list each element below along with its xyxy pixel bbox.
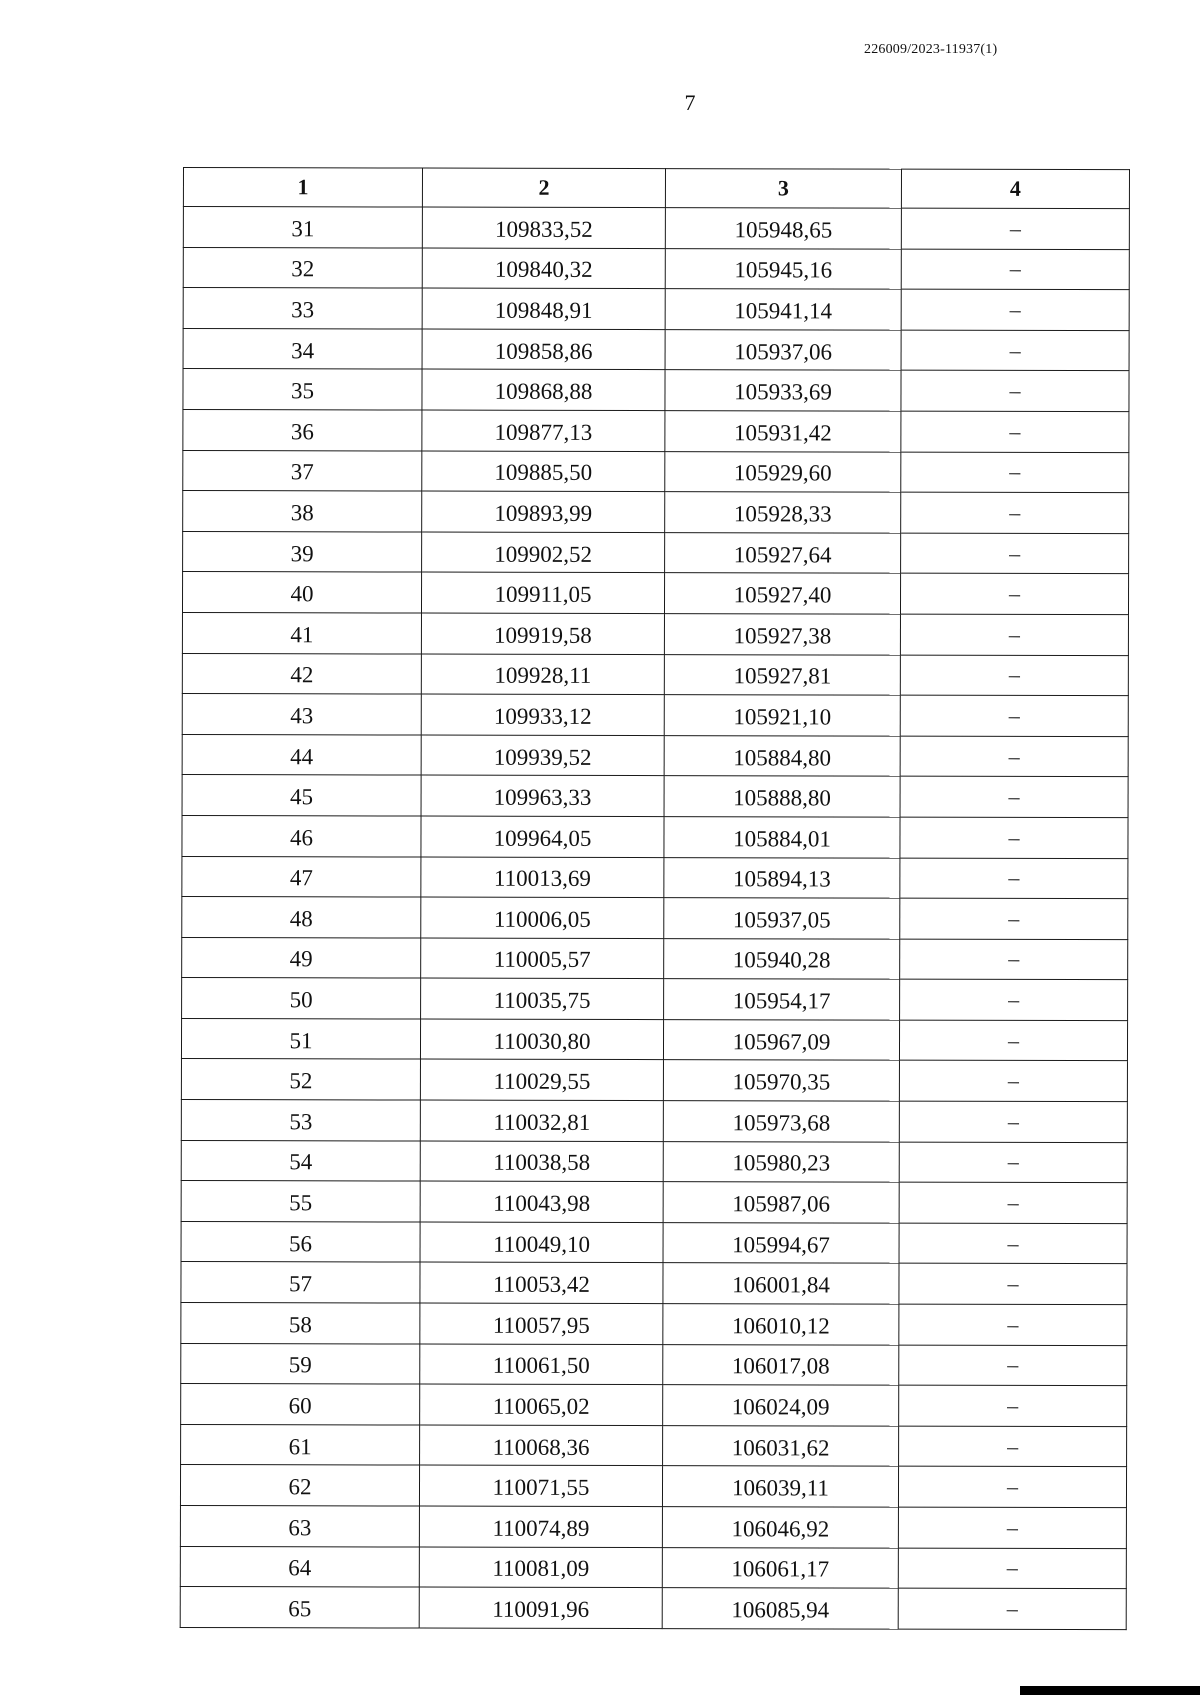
note-cell: – (900, 614, 1128, 655)
table-row (182, 612, 1128, 655)
x-coordinate-cell: 110013,69 (421, 857, 664, 898)
y-coordinate-cell: 105945,16 (665, 248, 901, 289)
table-row (183, 207, 1129, 250)
table-row (181, 1221, 1127, 1264)
note-cell: – (899, 1426, 1127, 1467)
note-cell: – (898, 1507, 1126, 1548)
table-row (183, 369, 1129, 412)
note-cell: – (901, 289, 1129, 330)
y-coordinate-cell: 105937,05 (664, 898, 900, 939)
y-coordinate-cell: 106061,17 (662, 1547, 898, 1588)
table-row (181, 1100, 1127, 1143)
point-number-cell: 34 (183, 328, 422, 369)
x-coordinate-cell: 109964,05 (421, 816, 664, 857)
y-coordinate-cell: 105987,06 (663, 1182, 899, 1223)
x-coordinate-cell: 109858,86 (422, 329, 665, 370)
x-coordinate-cell: 109911,05 (421, 572, 664, 613)
point-number-cell: 61 (181, 1424, 420, 1465)
y-coordinate-cell: 105933,69 (665, 370, 901, 411)
note-cell: – (900, 858, 1128, 899)
point-number-cell: 44 (182, 734, 421, 775)
table-row (182, 815, 1128, 858)
x-coordinate-cell: 110032,81 (420, 1100, 663, 1141)
y-coordinate-cell: 105937,06 (665, 329, 901, 370)
table-header-row (183, 168, 1129, 209)
y-coordinate-cell: 105927,81 (664, 654, 900, 695)
x-coordinate-cell: 110005,57 (421, 938, 664, 979)
x-coordinate-cell: 109848,91 (422, 288, 665, 329)
x-coordinate-cell: 109885,50 (422, 451, 665, 492)
point-number-cell: 50 (182, 978, 421, 1019)
y-coordinate-cell: 105970,35 (663, 1060, 899, 1101)
note-cell: – (901, 452, 1129, 493)
y-coordinate-cell: 106031,62 (663, 1425, 899, 1466)
table-row (183, 409, 1129, 452)
y-coordinate-cell: 105929,60 (665, 451, 901, 492)
point-number-cell: 31 (183, 207, 422, 248)
table-row (180, 1465, 1126, 1508)
x-coordinate-cell: 109933,12 (421, 694, 664, 735)
point-number-cell: 36 (183, 409, 422, 450)
x-coordinate-cell: 109928,11 (421, 654, 664, 695)
table-row (182, 653, 1128, 696)
table-row (181, 1181, 1127, 1224)
x-coordinate-cell: 110074,89 (419, 1506, 662, 1547)
column-header-3: 3 (665, 169, 901, 209)
y-coordinate-cell: 105973,68 (663, 1101, 899, 1142)
y-coordinate-cell: 106024,09 (663, 1385, 899, 1426)
table-row (183, 450, 1129, 493)
x-coordinate-cell: 109840,32 (422, 248, 665, 289)
note-cell: – (899, 1264, 1127, 1305)
note-cell: – (901, 371, 1129, 412)
note-cell: – (901, 330, 1129, 371)
y-coordinate-cell: 106046,92 (662, 1507, 898, 1548)
table-row (182, 775, 1128, 818)
note-cell: – (900, 695, 1128, 736)
note-cell: – (899, 1385, 1127, 1426)
table-row (181, 1018, 1127, 1061)
point-number-cell: 58 (181, 1303, 420, 1344)
note-cell: – (901, 411, 1129, 452)
y-coordinate-cell: 105884,80 (664, 735, 900, 776)
point-number-cell: 60 (181, 1384, 420, 1425)
note-cell: – (898, 1467, 1126, 1508)
x-coordinate-cell: 109919,58 (421, 613, 664, 654)
note-cell: – (898, 1548, 1126, 1589)
note-cell: – (901, 492, 1129, 533)
y-coordinate-cell: 105994,67 (663, 1222, 899, 1263)
y-coordinate-cell: 105928,33 (665, 492, 901, 533)
note-cell: – (901, 208, 1129, 249)
table-row (182, 572, 1128, 615)
note-cell: – (899, 1020, 1127, 1061)
x-coordinate-cell: 110038,58 (420, 1141, 663, 1182)
table-row (182, 734, 1128, 777)
table-row (181, 1303, 1127, 1346)
point-number-cell: 49 (182, 937, 421, 978)
note-cell: – (900, 979, 1128, 1020)
point-number-cell: 43 (182, 694, 421, 735)
point-number-cell: 56 (181, 1221, 420, 1262)
point-number-cell: 40 (182, 572, 421, 613)
table-row (180, 1587, 1126, 1630)
point-number-cell: 42 (182, 653, 421, 694)
table-row (181, 1059, 1127, 1102)
table-row (180, 1546, 1126, 1589)
point-number-cell: 46 (182, 815, 421, 856)
x-coordinate-cell: 110030,80 (420, 1019, 663, 1060)
point-number-cell: 32 (183, 247, 422, 288)
note-cell: – (900, 776, 1128, 817)
note-cell: – (898, 1588, 1126, 1629)
point-number-cell: 52 (181, 1059, 420, 1100)
table-row (183, 288, 1129, 331)
x-coordinate-cell: 110035,75 (421, 978, 664, 1019)
note-cell: – (899, 1142, 1127, 1183)
note-cell: – (900, 817, 1128, 858)
table-row (181, 1424, 1127, 1467)
column-header-4: 4 (901, 169, 1129, 209)
x-coordinate-cell: 110043,98 (420, 1181, 663, 1222)
x-coordinate-cell: 110065,02 (420, 1384, 663, 1425)
table-row (183, 531, 1129, 574)
note-cell: – (899, 1345, 1127, 1386)
table-row (182, 897, 1128, 940)
note-cell: – (901, 533, 1129, 574)
point-number-cell: 37 (183, 450, 422, 491)
x-coordinate-cell: 109939,52 (421, 735, 664, 776)
y-coordinate-cell: 105894,13 (664, 857, 900, 898)
point-number-cell: 33 (183, 288, 422, 329)
table-row (183, 491, 1129, 534)
point-number-cell: 38 (183, 491, 422, 532)
table-row (182, 978, 1128, 1021)
x-coordinate-cell: 109893,99 (422, 491, 665, 532)
y-coordinate-cell: 105927,64 (665, 532, 901, 573)
point-number-cell: 41 (182, 612, 421, 653)
point-number-cell: 35 (183, 369, 422, 410)
note-cell: – (899, 1101, 1127, 1142)
table-row (180, 1505, 1126, 1548)
table-row (181, 1140, 1127, 1183)
note-cell: – (900, 898, 1128, 939)
point-number-cell: 48 (182, 897, 421, 938)
point-number-cell: 65 (180, 1587, 419, 1628)
column-header-1: 1 (183, 168, 422, 208)
y-coordinate-cell: 105927,38 (664, 614, 900, 655)
note-cell: – (900, 736, 1128, 777)
note-cell: – (899, 1304, 1127, 1345)
note-cell: – (901, 249, 1129, 290)
x-coordinate-cell: 109877,13 (422, 410, 665, 451)
x-coordinate-cell: 109833,52 (422, 207, 665, 248)
x-coordinate-cell: 110091,96 (419, 1587, 662, 1628)
x-coordinate-cell: 110006,05 (421, 897, 664, 938)
y-coordinate-cell: 105884,01 (664, 816, 900, 857)
coordinates-table (180, 167, 1130, 1630)
y-coordinate-cell: 106017,08 (663, 1344, 899, 1385)
y-coordinate-cell: 105888,80 (664, 776, 900, 817)
note-cell: – (900, 939, 1128, 980)
point-number-cell: 57 (181, 1262, 420, 1303)
y-coordinate-cell: 105931,42 (665, 411, 901, 452)
table-row (182, 937, 1128, 980)
column-header-2: 2 (422, 168, 665, 208)
x-coordinate-cell: 110053,42 (420, 1262, 663, 1303)
note-cell: – (899, 1223, 1127, 1264)
x-coordinate-cell: 110071,55 (419, 1465, 662, 1506)
note-cell: – (899, 1182, 1127, 1223)
point-number-cell: 53 (181, 1100, 420, 1141)
page-number: 7 (684, 90, 696, 115)
coordinates-table-container (180, 167, 1129, 1630)
point-number-cell: 54 (181, 1140, 420, 1181)
table-row (182, 856, 1128, 899)
table-body (180, 207, 1129, 1630)
point-number-cell: 62 (180, 1465, 419, 1506)
point-number-cell: 64 (180, 1546, 419, 1587)
point-number-cell: 47 (182, 856, 421, 897)
y-coordinate-cell: 105940,28 (664, 938, 900, 979)
y-coordinate-cell: 105967,09 (663, 1019, 899, 1060)
y-coordinate-cell: 105954,17 (664, 979, 900, 1020)
point-number-cell: 51 (181, 1018, 420, 1059)
y-coordinate-cell: 106039,11 (662, 1466, 898, 1507)
table-row (181, 1343, 1127, 1386)
note-cell: – (900, 655, 1128, 696)
y-coordinate-cell: 105948,65 (665, 208, 901, 249)
note-cell: – (899, 1061, 1127, 1102)
y-coordinate-cell: 105980,23 (663, 1141, 899, 1182)
y-coordinate-cell: 106001,84 (663, 1263, 899, 1304)
x-coordinate-cell: 109963,33 (421, 775, 664, 816)
x-coordinate-cell: 109902,52 (422, 532, 665, 573)
x-coordinate-cell: 110057,95 (420, 1303, 663, 1344)
x-coordinate-cell: 110068,36 (420, 1425, 663, 1466)
point-number-cell: 45 (182, 775, 421, 816)
point-number-cell: 55 (181, 1181, 420, 1222)
table-row (181, 1384, 1127, 1427)
point-number-cell: 63 (180, 1505, 419, 1546)
x-coordinate-cell: 110081,09 (419, 1547, 662, 1588)
y-coordinate-cell: 106010,12 (663, 1304, 899, 1345)
y-coordinate-cell: 106085,94 (662, 1588, 898, 1629)
point-number-cell: 59 (181, 1343, 420, 1384)
x-coordinate-cell: 110029,55 (420, 1060, 663, 1101)
x-coordinate-cell: 110061,50 (420, 1344, 663, 1385)
document-id: 226009/2023-11937(1) (864, 42, 998, 57)
scan-edge-mark (1020, 1686, 1200, 1695)
y-coordinate-cell: 105941,14 (665, 289, 901, 330)
note-cell: – (900, 573, 1128, 614)
table-row (183, 247, 1129, 290)
table-row (183, 328, 1129, 371)
x-coordinate-cell: 110049,10 (420, 1222, 663, 1263)
table-row (182, 694, 1128, 737)
point-number-cell: 39 (183, 531, 422, 572)
x-coordinate-cell: 109868,88 (422, 369, 665, 410)
table-row (181, 1262, 1127, 1305)
y-coordinate-cell: 105927,40 (664, 573, 900, 614)
y-coordinate-cell: 105921,10 (664, 695, 900, 736)
